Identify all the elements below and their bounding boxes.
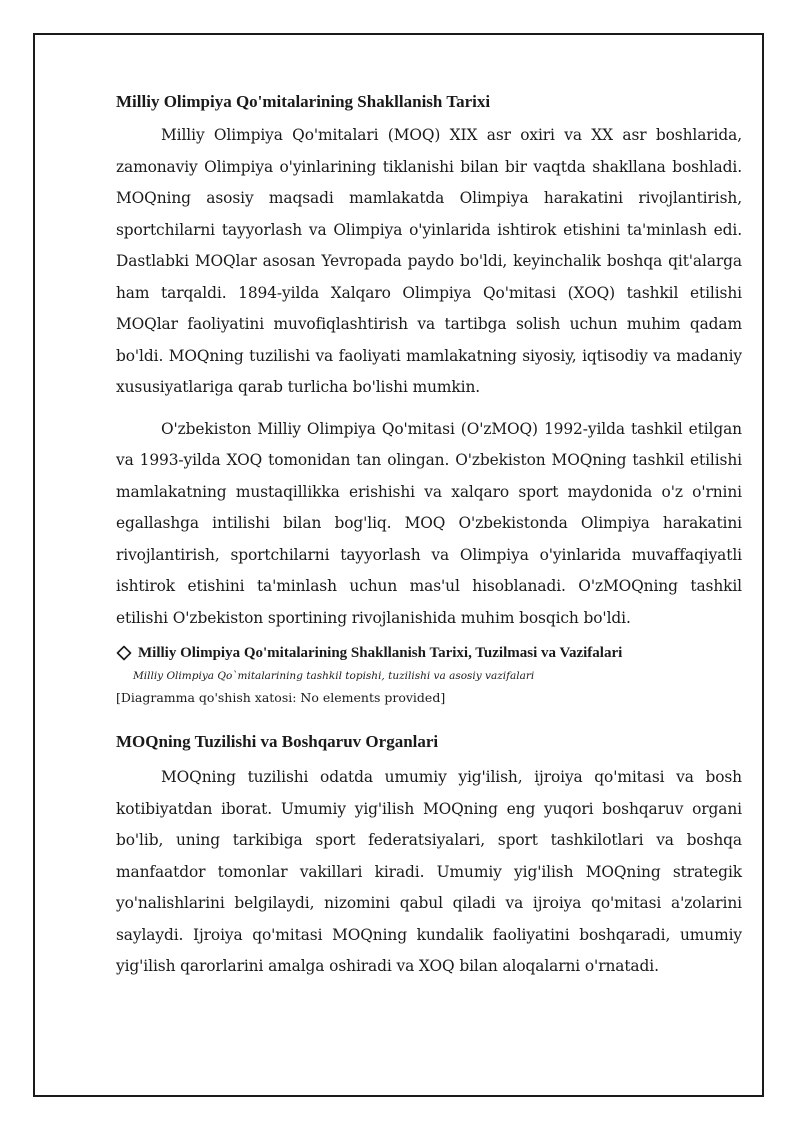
diagram-caption <box>116 642 742 664</box>
document-body <box>116 86 742 983</box>
paragraph-structure: MOQning tuzilishi odatda umumiy yig'ilish, ijroiya qo'mitasi va bosh kotibiyatdan iborat. Umumiy yig'ilish MOQning eng yuqori boshqaruv organi bo'lib, uning tarkibiga sport federatsiyalari, sport tashkilotlari va boshqa manfaatdor tomonlar vakillari kiradi. Umumiy yig'ilish MOQning strategik yo'nalishlarini belgilaydi, nizomini qabul qiladi va ijroiya qo'mitasi a'zolarini saylaydi. Ijroiya qo'mitasi MOQning kundalik faoliyatini boshqaradi, umumiy yig'ilish qarorlarini amalga oshiradi va XOQ bilan aloqalarni o'rnatadi. <box>116 768 742 975</box>
diagram-title: Milliy Olimpiya Qo'mitalarining Shakllanish Tarixi, Tuzilmasi va Vazifalari <box>138 645 623 661</box>
section-heading-history: Milliy Olimpiya Qo'mitalarining Shakllanish Tarixi <box>116 92 491 111</box>
tag-icon <box>116 645 132 661</box>
diagram-error-message: [Diagramma qo'shish xatosi: No elements provided] <box>116 690 446 705</box>
diagram-subtitle: Milliy Olimpiya Qo`mitalarining tashkil topishi, tuzilishi va asosiy vazifalari <box>133 670 535 682</box>
section-heading-structure: MOQning Tuzilishi va Boshqaruv Organlari <box>116 732 439 751</box>
paragraph-history: Milliy Olimpiya Qo'mitalari (MOQ) XIX asr oxiri va XX asr boshlarida, zamonaviy Olimpiya o'yinlarining tiklanishi bilan bir vaqtda shakllana boshladi. MOQning asosiy maqsadi mamlakatda Olimpiya harakatini rivojlantirish, sportchilarni tayyorlash va Olimpiya o'yinlarida ishtirok etishini ta'minlash edi. Dastlabki MOQlar asosan Yevropada paydo bo'ldi, keyinchalik boshqa qit'alarga ham tarqaldi. 1894-yilda Xalqaro Olimpiya Qo'mitasi (XOQ) tashkil etilishi MOQlar faoliyatini muvofiqlashtirish va tartibga solish uchun muhim qadam bo'ldi. MOQning tuzilishi va faoliyati mamlakatning siyosiy, iqtisodiy va madaniy xususiyatlariga qarab turlicha bo'lishi mumkin. <box>116 126 742 396</box>
paragraph-uzbekistan-noc: O'zbekiston Milliy Olimpiya Qo'mitasi (O'zMOQ) 1992-yilda tashkil etilgan va 1993-yilda XOQ tomonidan tan olingan. O'zbekiston MOQning tashkil etilishi mamlakatning mustaqillikka erishishi va xalqaro sport maydonida o'z o'rnini egallashga intilishi bilan bog'liq. MOQ O'zbekistonda Olimpiya harakatini rivojlantirish, sportchilarni tayyorlash va Olimpiya o'yinlarida muvaffaqiyatli ishtirok etishini ta'minlash uchun mas'ul hisoblanadi. O'zMOQning tashkil etilishi O'zbekiston sportining rivojlanishida muhim bosqich bo'ldi. <box>116 419 742 627</box>
